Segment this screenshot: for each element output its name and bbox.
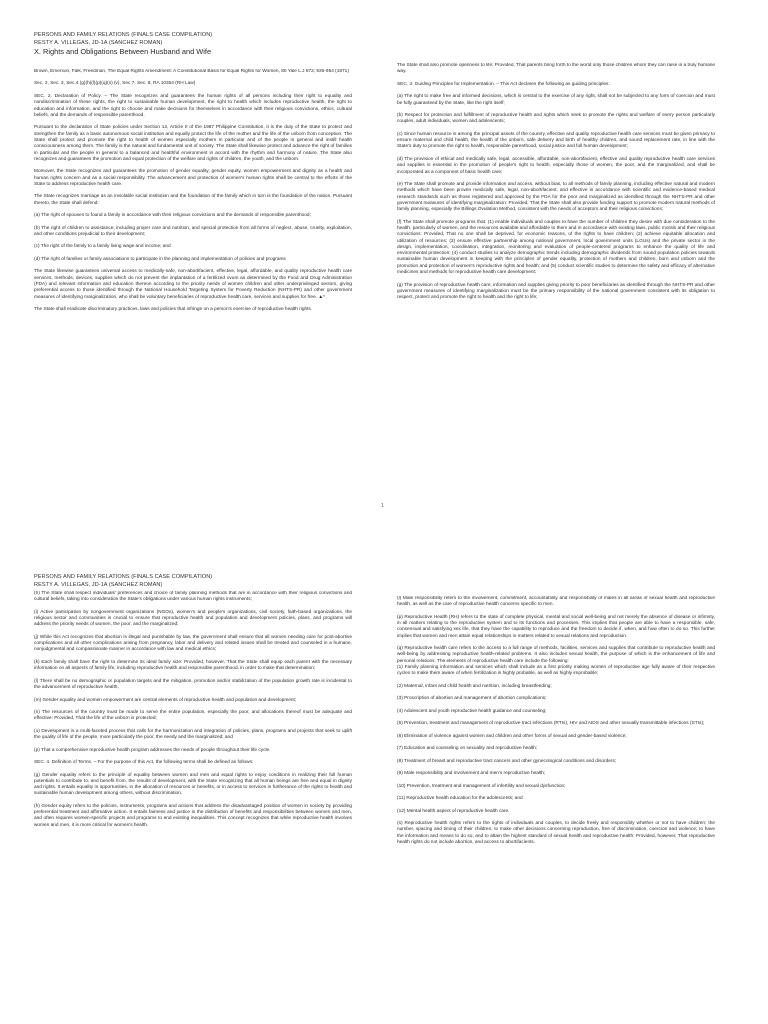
- paragraph: (c) The right of the family to a family living wage and income; and: [34, 244, 171, 250]
- header-course-title: PERSONS AND FAMILY RELATIONS (FINALS CASE COMPILATION): [34, 32, 213, 38]
- paragraph: SEC. 3. Guiding Principles for Implementation. – This Act declares the following as guiding principles:: [397, 81, 610, 87]
- paragraph: (f) The State shall promote programs that: (1) enable individuals and couples to have the number of children they desire with due consideration to the health, particularly of women, and the resources available and affordable to them and in accordance with existing laws, public morals and their religious convictions: Provided, That no one shall be deprived, for economic reasons, of the rights to have children; (2) achieve equitable allocation and utilization of resources; (3) ensure effective partnership among national government, local government units (LGUs) and the private sector in the design, implementation, coordination, integration, monitoring and evaluation of people-centered programs to enhance the quality of life and environmental protection; (4) conduct studies to analyze demographic trends including demographic dividends from sound population policies towards sustainable human development in keeping with the principles of gender equality, protection of mothers and children, born and unborn and the promotion and protection of women's reproductive rights and health; and (5) conduct scientific studies to determine the safety and efficacy of alternative medicines and methods for reproductive health care development;: [397, 219, 715, 276]
- paragraph: SEC. 2. Declaration of Policy. – The State recognizes and guarantees the human rights of all persons including their right to equality and nondiscrimination of these rights, the right to sustainable human development, the right to health which includes reproductive health, the right to education and information, and the right to choose and make decisions for themselves in accordance with their religious convictions, ethics, cultural beliefs, and the demands of responsible parenthood.: [34, 93, 352, 118]
- paragraph: (b) Respect for protection and fulfillment of reproductive health and rights which seek to promote the rights and welfare of every person particularly couples, adult individuals, women and adolescents;: [397, 113, 715, 125]
- paragraph: (l) Male responsibility refers to the involvement, commitment, accountability and responsibility of males in all areas of sexual health and reproductive health, as well as the care of reproductive health concerns specific to men.: [397, 596, 715, 608]
- paragraph: (h) Gender equity refers to the policies, instruments, programs and actions that address the disadvantaged position of women in society by providing preferential treatment and affirmative action. It entails fairness and justice in the distribution of benefits and responsibilities between women and men, and often requires women-specific projects and programs to end existing inequalities. This concept recognizes that while reproductive health involves women and men, it is more critical for women's health.: [34, 803, 352, 828]
- header-course-title: PERSONS AND FAMILY RELATIONS (FINALS CASE COMPILATION): [34, 574, 213, 580]
- right-column: [397, 63, 715, 503]
- paragraph: (l) There shall be no demographic or population targets and the mitigation, promotion and/or stabilization of the population growth rate is incidental to the advancement of reproductive health;: [34, 678, 352, 691]
- paragraph: (b) The right of children to assistance, including proper care and nutrition, and special protection from all forms of neglect, abuse, cruelty, exploitation, and other conditions prejudicial to their development;: [34, 225, 352, 237]
- paragraph: (c) Since human resource is among the principal assets of the country, effective and quality reproductive health care services must be given primacy to ensure maternal and child health, the health of the unborn, safe delivery and birth of healthy children, and sound replacement rate, in line with the State's duty to promote the right to health, responsible parenthood, social justice and full human development;: [397, 131, 715, 150]
- header-author: RESTY A. VILLEGAS, JD-1A (SANCHEZ ROMAN): [34, 582, 163, 588]
- paragraph: Moreover, the State recognizes and guarantees the promotion of gender equality, gender equity, women empowerment and dignity as a health and human rights concern and as a social responsibility. The advancement and protection of women's human rights shall be central to the efforts of the State to address reproductive health care.: [34, 169, 352, 187]
- paragraph: The State shall also promote openness to life; Provided, That parents bring forth to the world only those children whom they can raise in a truly humane way.: [397, 63, 715, 75]
- section-title: X. Rights and Obligations Between Husband and Wife: [34, 47, 212, 56]
- paragraph: (o) Development is a multi-faceted process that calls for the harmonization and integration of policies, plans, programs and projects that seek to uplift the quality of life of the people, more particularly the poor, the needy and the marginalized; and: [34, 728, 352, 741]
- paragraph: (d) The provision of ethical and medically safe, legal, accessible, affordable, non-abortifacient, effective and quality reproductive health care services and supplies is essential in the promotion of people's right to health, especially those of women, the poor, and the marginalized, and shall be incorporated as a component of basic health care;: [397, 156, 715, 175]
- paragraph: (k) Each family shall have the right to determine its ideal family size: Provided, however, That the State shall equip each parent with the necessary information on all aspects of family life, including reproductive health and responsible parenthood, in order to make that determination;: [34, 659, 352, 672]
- paragraph: (g) The provision of reproductive health care, information and supplies giving priority to poor beneficiaries as identified through the NHTS-PR and other government measures of identifying marginalization must be the primary responsibility of the national government consistent with its obligation to respect, protect and promote the right to health and the right to life;: [397, 282, 715, 301]
- paragraph: (a) The right to make free and informed decisions, which is central to the exercise of any right, shall not be subjected to any form of coercion and must be fully guaranteed by the State, like the right itself;: [397, 94, 715, 106]
- paragraph: The State shall eradicate discriminatory practices, laws and policies that infringe on a person's exercise of reproductive health rights.: [34, 307, 313, 313]
- paragraph: (9) Male responsibility and involvement and men's reproductive health;: [397, 771, 546, 777]
- paragraph: (p) Reproductive Health (RH) refers to the state of complete physical, mental and social well-being and not merely the absence of disease or infirmity, in all matters relating to the reproductive system and to its functions and processes. This implies that people are able to have a responsible, safe, consensual and satisfying sex life, that they have the capability to reproduce and the freedom to decide if, when, and how often to do so. This further implies that women and men attain equal relationships in matters related to sexual relations and reproduction.: [397, 614, 715, 639]
- header-author: RESTY A. VILLEGAS, JD-1A (SANCHEZ ROMAN): [34, 40, 163, 46]
- paragraph: (g) Gender equality refers to the principle of equality between women and men and equal rights to enjoy conditions in realizing their full human potentials to contribute to, and benefit from, the results of development, with the State recognizing that all human beings are free and equal in dignity and rights. It entails equality in opportunities, in the allocation of resources or benefits, or in access to services in furtherance of the rights to health and sustainable human development among others, without discrimination.: [34, 772, 352, 797]
- left-column: [34, 591, 352, 1019]
- paragraph: (m) Gender equality and women empowerment are central elements of reproductive health and population and development;: [34, 697, 297, 703]
- paragraph: (7) Education and counseling on sexuality and reproductive health;: [397, 746, 538, 752]
- page-header: [34, 573, 354, 589]
- paragraph: SEC. 4. Definition of Terms. – For the purpose of this Act, the following terms shall be defined as follows:: [34, 760, 254, 766]
- paragraph: Sec. 2, Sec. 3, Sec.4 (g)(h)(l)(p)(q)(s) (v), Sec 7, Sec. 8, RA 10354 (RH Law): [34, 81, 196, 87]
- paragraph: Brown, Emerson, Falk, Freedman, The Equal Rights Amendment: A Constitutional Basis for Equal Rights for Women, 80 Yale L.J 872; 936-954 (1971): [34, 69, 349, 74]
- paragraph: (h) The State shall respect individuals' preferences and choice of family planning methods that are in accordance with their religious convictions and cultural beliefs, taking into consideration the State's obligations under various human rights instruments;: [34, 591, 352, 603]
- paragraph: (a) The right of spouses to found a family in accordance with their religious convictions and the demands of responsible parenthood;: [34, 213, 311, 219]
- paragraph: (11) Reproductive health education for the adolescents; and: [397, 796, 523, 802]
- paragraph: (8) Treatment of breast and reproductive tract cancers and other gynecological conditions and disorders;: [397, 758, 617, 764]
- paragraph: (4) Adolescent and youth reproductive health guidance and counseling;: [397, 708, 547, 714]
- paragraph: The State recognizes marriage as an inviolable social institution and the foundation of the family which in turn is the foundation of the nation. Pursuant thereto, the State shall defend:: [34, 194, 352, 206]
- paragraph: The State likewise guarantees universal access to medically-safe, non-abortifacient, effective, legal, affordable, and quality reproductive health care services, methods, devices, supplies which do not prevent the implantation of a fertilized ovum as determined by the Food and Drug Administration (FDA) and relevant information and education thereon according to the priority needs of women children and other underprivileged sectors, giving preferential access to those identified through the National Household Targeting System for Poverty Reduction (NHTS-PR) and other government measures of identifying marginalization, who shall be voluntary beneficiaries of reproductive health care, services and supplies for free. ▲*: [34, 269, 352, 300]
- paragraph: Pursuant to the declaration of State policies under Section 12, Article II of the 1987 Philippine Constitution, it is the duty of the State to protect and strengthen the family as a basic autonomous social institution and equally protect the life of the mother and the life of the unborn from conception. The State shall protect and promote the right to health of women especially mothers in particular and of the people in general and instill health consciousness among them. The family is the natural and fundamental unit of society. The State shall likewise protect and advance the right of families in particular and the people in general to a balanced and healthful environment in accord with the rhythm and harmony of nature. The State also recognizes and guarantees the promotion and equal protection of the welfare and rights of children, the youth, and the unborn.: [34, 125, 352, 162]
- paragraph: (12) Mental health aspect of reproductive health care.: [397, 808, 510, 814]
- paragraph: (q) Reproductive health care refers to the access to a full range of methods, facilities, services and supplies that contribute to reproductive health and well-being by addressing reproductive health-related problems. It also includes sexual health, the purpose of which is the enhancement of life and personal relations. The elements of reproductive health care include the following: (1) Family planning information and services which shall include as a first priority making women of reproductive age fully aware of their respective cycles to make them aware of when fertilization is highly probable, as well as highly improbable;: [397, 646, 715, 677]
- paragraph: (6) Elimination of violence against women and children and other forms of sexual and gender-based violence;: [397, 733, 627, 739]
- right-column: [397, 596, 715, 1020]
- paragraph: (j) While this Act recognizes that abortion is illegal and punishable by law, the government shall ensure that all women needing care for post-abortive complications and all other complications arising from pregnancy, labor and delivery and related issues shall be treated and counseled in a humane, nonjudgmental and compassionate manner in accordance with law and medical ethics;: [34, 634, 352, 653]
- paragraph: (p) That a comprehensive reproductive health program addresses the needs of people throughout their life cycle.: [34, 747, 271, 753]
- paragraph: (3) Proscription of abortion and management of abortion complications;: [397, 696, 547, 702]
- left-column: [34, 69, 352, 505]
- paragraph: (s) Reproductive health rights refers to the rights of individuals and couples, to decide freely and responsibly whether or not to have children; the number, spacing and timing of their children; to make other decisions concerning reproduction, free of discrimination, coercion and violence; to have the information and means to do so; and to attain the highest standard of sexual health and reproductive health: Provided, however, That reproductive health rights do not include abortion, and access to abortifacients.: [397, 821, 715, 846]
- paragraph: (d) The right of families or family associations to participate in the planning and implementation of policies and programs: [34, 256, 286, 262]
- page-number: 1: [381, 503, 384, 509]
- paragraph: (n) The resources of the country must be made to serve the entire population, especially the poor, and allocations thereof must be adequate and effective: Provided, That the life of the unborn is protected;: [34, 709, 352, 722]
- paragraph: (10) Prevention, treatment and management of infertility and sexual dysfunction;: [397, 783, 566, 789]
- paragraph: (e) The State shall promote and provide information and access, without bias, to all methods of family planning, including effective natural and modern methods which have been proven medically safe, legal, non-abortifacient, and effective in accordance with scientific and evidence-based medical research standards such as those registered and approved by the FDA for the poor and marginalized as identified through the NHTS-PR and other government measures of identifying marginalization: Provided, That the State shall also provide funding support to promote modern natural methods of family planning, especially the Billings Ovulation Method, consistent with the needs of acceptors and their religious convictions;: [397, 181, 715, 213]
- page-header: [34, 31, 354, 47]
- paragraph: (i) Active participation by nongovernment organizations (NGOs), women's and people's organizations, civil society, faith-based organizations, the religious sector and communities is crucial to ensure that reproductive health and population and development policies, plans, and programs will address the priority needs of women, the poor, and the marginalized;: [34, 609, 352, 628]
- paragraph: (2) Maternal, infant and child health and nutrition, including breastfeeding;: [397, 683, 552, 689]
- paragraph: (5) Prevention, treatment and management of reproductive tract infections (RTIs), HIV and AIDS and other sexually transmittable infections (STIs);: [397, 721, 705, 727]
